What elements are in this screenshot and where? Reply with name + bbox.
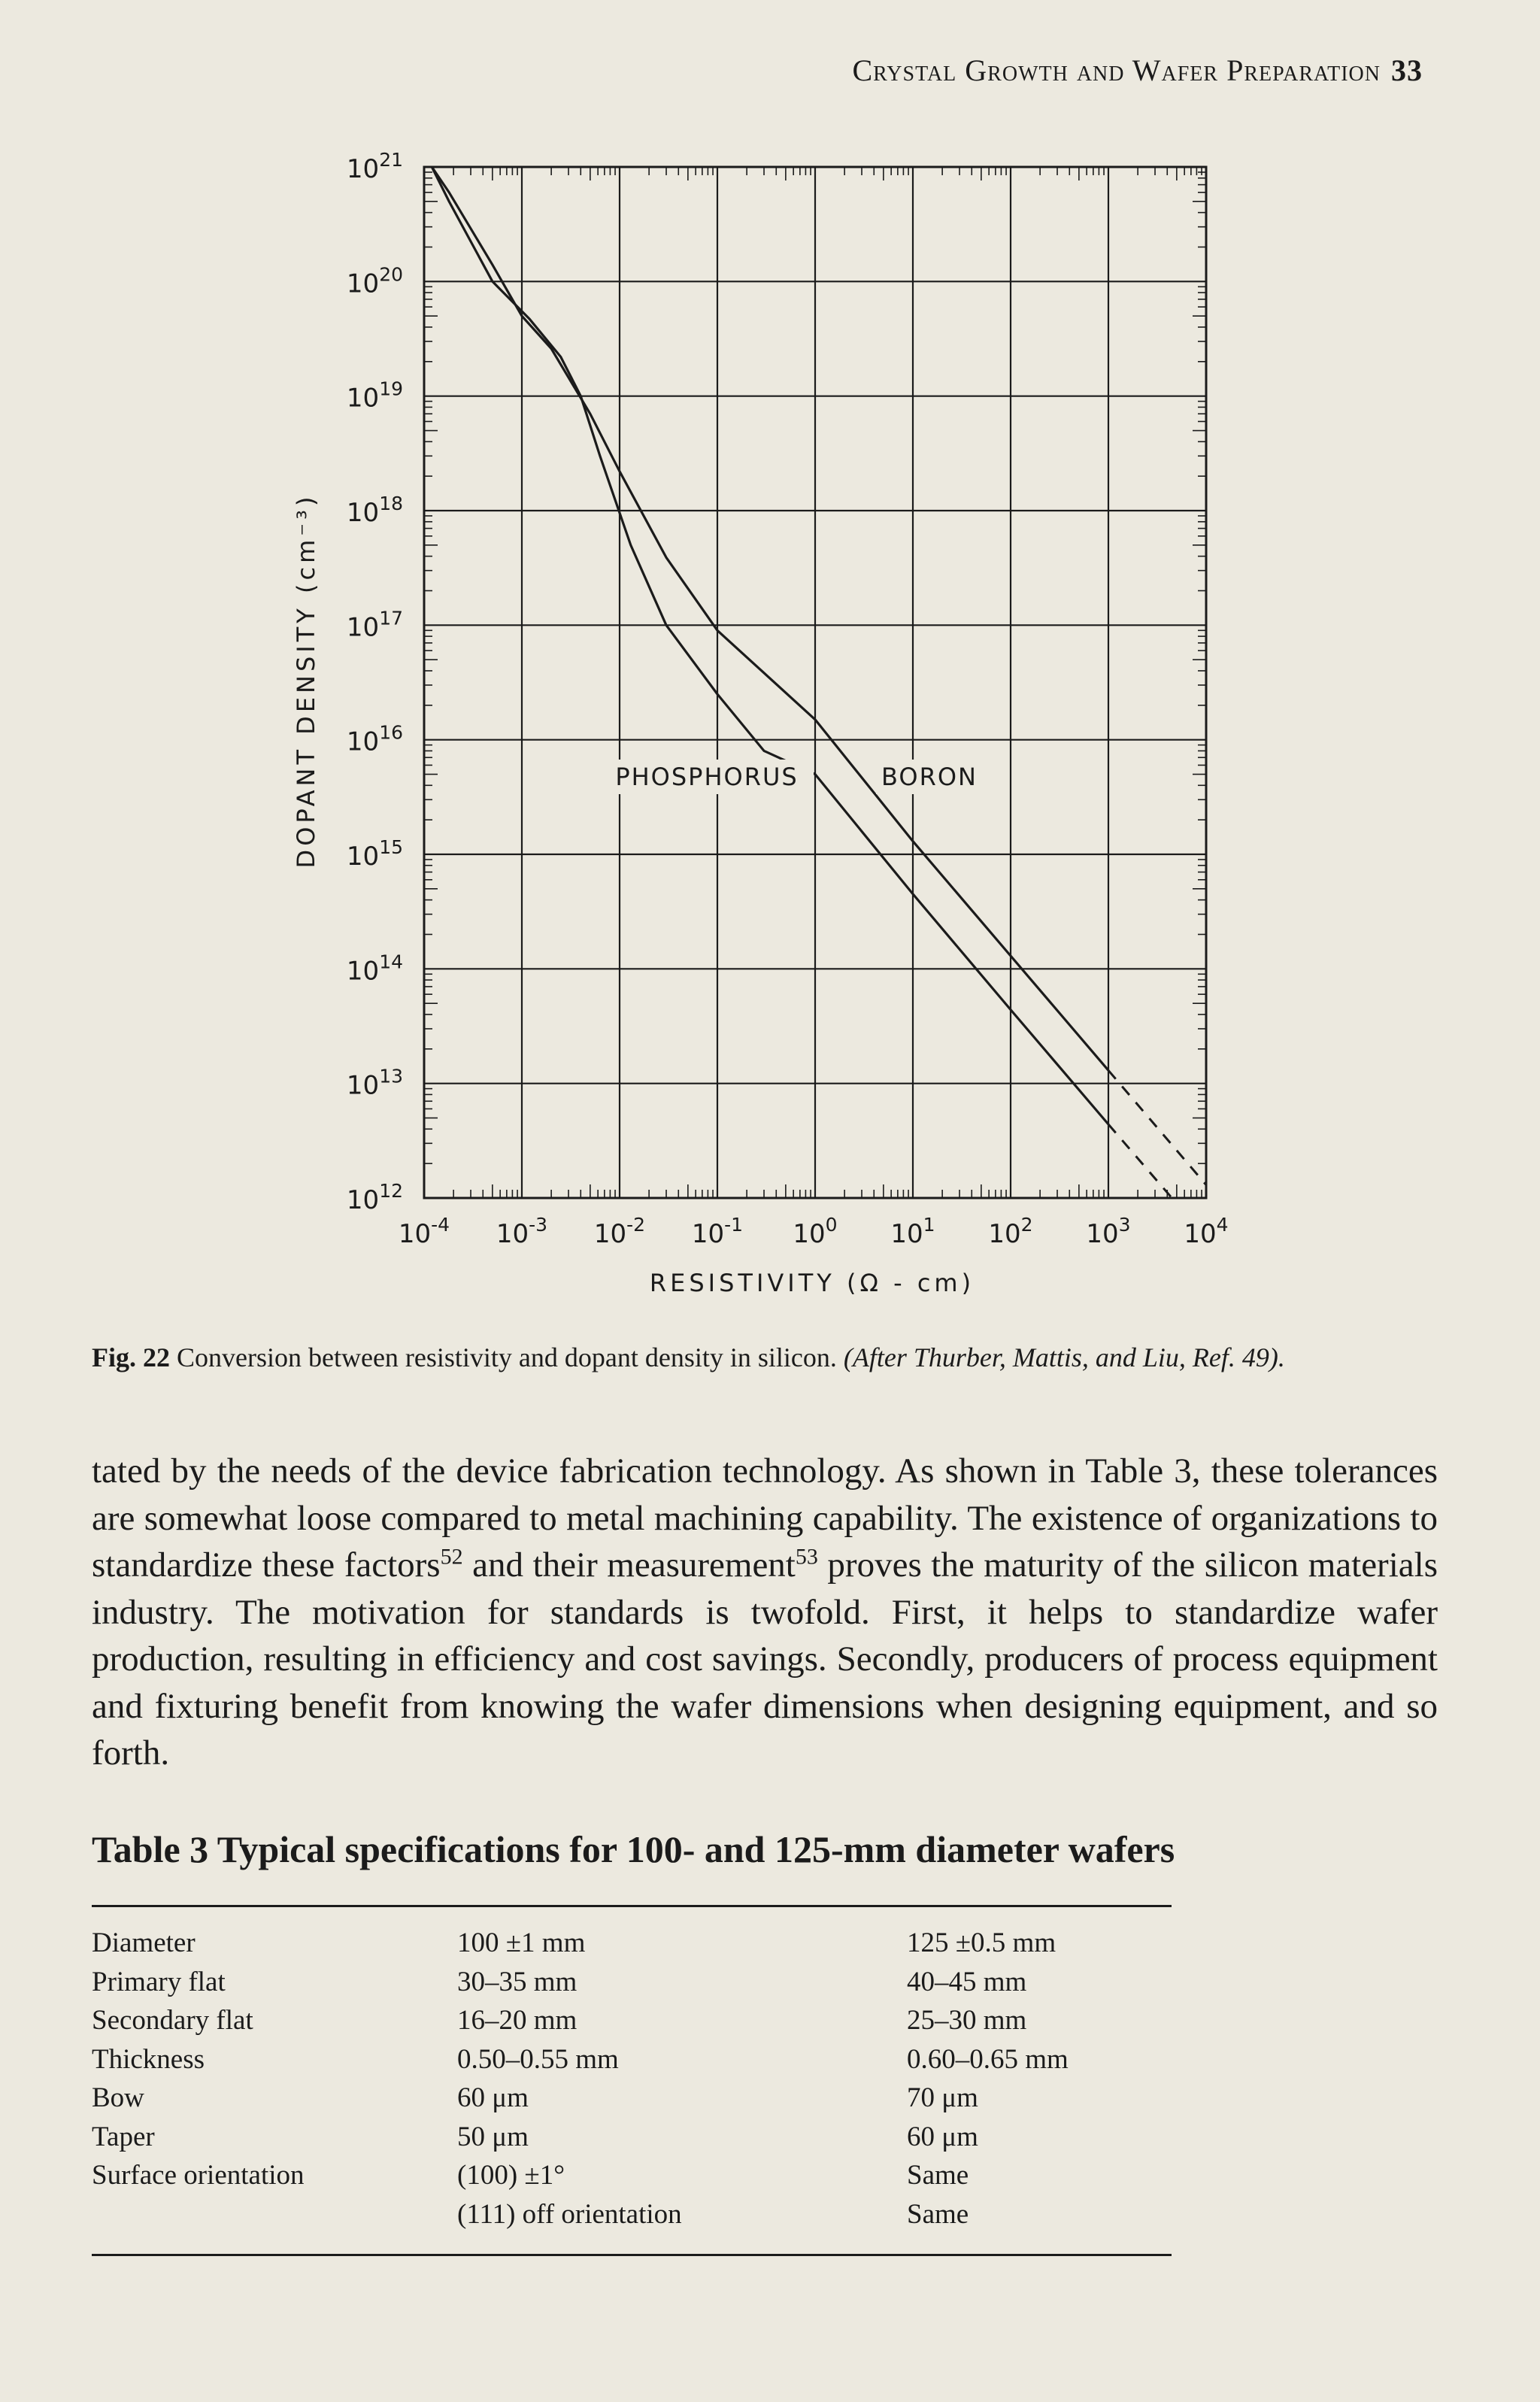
y-tick-label: $10^{13}$ (346, 1065, 403, 1101)
boron-curve-dashed-extension (1108, 1070, 1206, 1184)
y-tick-label: $10^{15}$ (346, 836, 403, 872)
row-label: Surface orientation (92, 2160, 305, 2191)
table-row (92, 2198, 1172, 2237)
x-tick-label: $10^4$ (1184, 1214, 1229, 1249)
x-tick-label: $10^{-3}$ (496, 1214, 548, 1249)
body-paragraph (92, 1448, 1438, 1777)
caption-source: (After Thurber, Mattis, and Liu, Ref. 49). (843, 1342, 1285, 1372)
value-125mm: 40–45 mm (907, 1966, 1027, 1997)
figure-label: Fig. 22 (92, 1342, 170, 1372)
x-tick-label: $10^{-1}$ (691, 1214, 744, 1249)
page-number: 33 (1391, 53, 1423, 87)
x-tick-label: $10^0$ (793, 1214, 838, 1249)
row-label: Taper (92, 2121, 155, 2152)
value-125mm: 60 μm (907, 2121, 978, 2152)
value-100mm: 100 ±1 mm (457, 1927, 586, 1958)
y-tick-label: $10^{16}$ (346, 721, 403, 757)
row-label: Primary flat (92, 1966, 226, 1997)
table-top-rule (92, 1905, 1172, 1907)
table-row (92, 2121, 1172, 2160)
running-head-title: Crystal Growth and Wafer Preparation (852, 53, 1381, 87)
caption-text: Conversion between resistivity and dopant density in silicon. (177, 1342, 837, 1372)
value-100mm: 30–35 mm (457, 1966, 578, 1997)
value-100mm: (111) off orientation (457, 2198, 682, 2230)
y-tick-label: $10^{21}$ (346, 149, 403, 184)
value-100mm: 60 μm (457, 2082, 529, 2113)
table-row (92, 2004, 1172, 2043)
table-row (92, 1966, 1172, 2005)
y-tick-label: $10^{14}$ (346, 951, 403, 987)
table-row (92, 2159, 1172, 2198)
value-125mm: 125 ±0.5 mm (907, 1927, 1056, 1958)
body-text-part-3: proves the maturity of the silicon materials industry. The motivation for standards is twofold. First, it helps to standardize wafer production, resulting in efficiency and cost savings. Secondly, producers of process equipment and fixturing benefit from knowing the wafer dimensions when designing equipment, and so forth. (92, 1545, 1438, 1773)
y-tick-label: $10^{18}$ (346, 493, 403, 528)
table-bottom-rule (92, 2254, 1172, 2256)
body-text-part-1: tated by the needs of the device fabrication technology. As shown in Table 3, these tolerances are somewhat loose compared to metal machining capability. The existence of organizations to standardize these factors (92, 1451, 1438, 1585)
spec-table (92, 1927, 1172, 2237)
value-125mm: Same (907, 2160, 969, 2191)
y-tick-label: $10^{19}$ (346, 378, 403, 414)
value-125mm: Same (907, 2198, 969, 2230)
x-tick-label: $10^3$ (1086, 1214, 1131, 1249)
body-text-part-2: and their measurement (462, 1545, 796, 1585)
y-axis-title: DOPANT DENSITY (cm⁻³) (292, 493, 320, 869)
value-125mm: 25–30 mm (907, 2005, 1027, 2036)
value-100mm: 0.50–0.55 mm (457, 2043, 619, 2075)
table-row (92, 1927, 1172, 1966)
row-label: Bow (92, 2082, 144, 2113)
boron-curve (432, 167, 1108, 1070)
phosphorus-label: PHOSPHORUS (615, 763, 799, 791)
table-title: Table 3 Typical specifications for 100- and 125-mm diameter wafers (92, 1828, 1175, 1870)
reference-53: 53 (795, 1544, 818, 1569)
y-tick-label: $10^{12}$ (346, 1180, 403, 1215)
boron-label: BORON (881, 763, 978, 791)
table-row (92, 2082, 1172, 2121)
x-axis-title: RESISTIVITY (Ω - cm) (649, 1269, 975, 1297)
phosphorus-curve (432, 167, 1108, 1124)
value-100mm: 16–20 mm (457, 2005, 578, 2036)
value-100mm: 50 μm (457, 2121, 529, 2152)
row-label: Diameter (92, 1927, 196, 1958)
x-tick-label: $10^{-4}$ (398, 1214, 450, 1249)
figure-caption (92, 1339, 1445, 1376)
x-tick-label: $10^1$ (890, 1214, 935, 1249)
value-125mm: 0.60–0.65 mm (907, 2043, 1069, 2075)
value-100mm: (100) ±1° (457, 2160, 565, 2191)
y-tick-label: $10^{20}$ (346, 263, 403, 299)
y-tick-label: $10^{17}$ (346, 607, 403, 643)
row-label: Thickness (92, 2043, 205, 2075)
row-label: Secondary flat (92, 2005, 253, 2036)
row-label (92, 2198, 457, 2237)
table-row (92, 2043, 1172, 2082)
value-125mm: 70 μm (907, 2082, 978, 2113)
x-tick-label: $10^2$ (988, 1214, 1033, 1249)
x-tick-label: $10^{-2}$ (593, 1214, 646, 1249)
reference-52: 52 (440, 1544, 463, 1569)
